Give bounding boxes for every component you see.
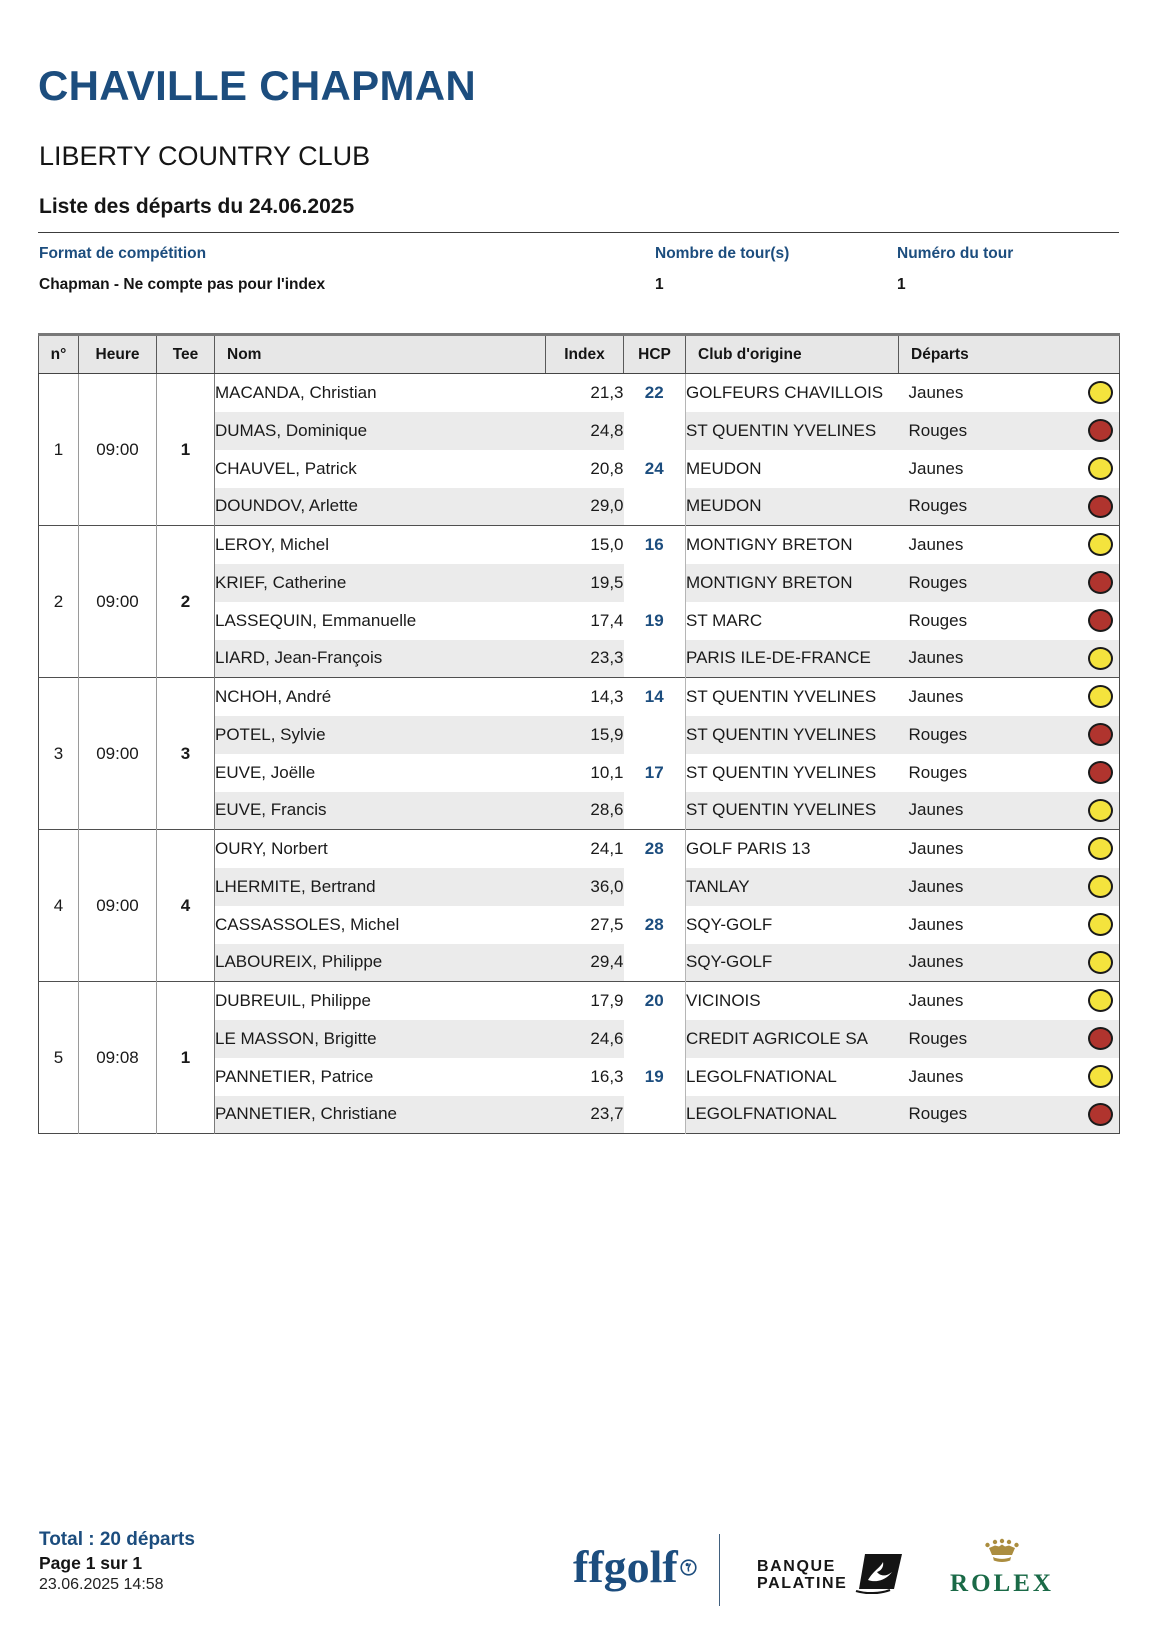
player-club-cell: MONTIGNY BRETON [686,564,899,602]
banque-palatine-line1: BANQUE [757,1557,836,1575]
table-header-row [39,335,1120,374]
player-hcp-cell: 24 [624,450,686,488]
player-club-cell: TANLAY [686,868,899,906]
format-value: Chapman - Ne compte pas pour l'index [39,276,326,293]
player-hcp-cell [624,868,686,906]
departs-label: Jaunes [908,382,964,402]
tee-color-icon [1088,1103,1113,1126]
player-index-cell: 19,5 [546,564,624,602]
player-name-cell: CASSASSOLES, Michel [215,914,400,934]
table-header [39,335,1120,374]
group-time-cell: 09:00 [79,830,157,982]
departs-wrap [899,533,1120,556]
player-departs-cell [899,374,1120,412]
departs-label: Rouges [908,610,968,630]
player-hcp-cell [624,488,686,526]
departs-wrap [899,1103,1120,1126]
departs-label: Rouges [908,762,968,782]
departs-wrap [899,1027,1120,1050]
player-club-cell: VICINOIS [686,982,899,1020]
player-hcp-cell [624,412,686,450]
col-header-name: Nom [215,335,546,374]
player-index-cell: 17,9 [546,982,624,1020]
group-time-cell: 09:00 [79,678,157,830]
footer-logo-divider [719,1534,720,1606]
player-hcp-cell: 19 [624,1058,686,1096]
player-club-cell: MONTIGNY BRETON [686,526,899,564]
player-hcp-cell [624,1020,686,1058]
player-row [39,374,1120,412]
group-number-cell: 5 [39,982,79,1134]
tee-color-icon [1088,457,1113,480]
departs-wrap [899,761,1120,784]
departs-label: Jaunes [908,534,964,554]
player-departs-cell [899,1020,1120,1058]
departs-wrap [899,381,1120,404]
group-time-cell: 09:00 [79,526,157,678]
player-club-cell: SQY-GOLF [686,914,773,934]
departs-label: Rouges [908,572,968,592]
tee-color-icon [1088,495,1113,518]
player-hcp-cell: 28 [624,830,686,868]
departs-wrap [899,495,1120,518]
player-hcp-cell [624,564,686,602]
departs-label: Jaunes [908,686,964,706]
player-name-cell: LHERMITE, Bertrand [215,868,546,906]
group-number-cell: 3 [39,678,79,830]
departs-label: Jaunes [908,648,964,668]
player-departs-cell [899,526,1120,564]
player-index-cell: 24,6 [546,1020,624,1058]
departs-label: Rouges [908,1028,968,1048]
departs-label: Jaunes [908,838,964,858]
player-club-cell: ST QUENTIN YVELINES [686,678,899,716]
departs-label: Jaunes [908,990,964,1010]
start-list-table [38,333,1120,1134]
departs-label: Jaunes [908,800,964,820]
player-club-cell: CREDIT AGRICOLE SA [686,1020,899,1058]
player-index-cell: 29,4 [546,944,624,982]
tee-color-icon [1088,381,1113,404]
tee-color-icon [1088,533,1113,556]
departs-label: Jaunes [908,458,964,478]
player-name-cell: LASSEQUIN, Emmanuelle [215,610,417,630]
departs-label: Rouges [908,724,968,744]
player-hcp-cell [624,640,686,678]
departs-wrap [899,799,1120,822]
player-index-cell: 15,0 [546,526,624,564]
player-hcp-cell [624,792,686,830]
banque-palatine-line2: PALATINE [757,1574,848,1592]
departs-wrap [899,571,1120,594]
player-departs-cell [899,564,1120,602]
player-hcp-cell [624,1096,686,1134]
player-index-cell: 20,8 [590,458,624,478]
player-name-cell: MACANDA, Christian [215,374,546,412]
format-label: Format de compétition [39,245,207,262]
round-number-label: Numéro du tour [897,245,1014,262]
player-club-cell: ST QUENTIN YVELINES [686,716,899,754]
tee-color-icon [1088,647,1113,670]
departs-label: Jaunes [908,876,964,896]
tee-color-icon [1088,989,1113,1012]
departs-wrap [899,913,1120,936]
player-hcp-cell: 22 [624,374,686,412]
banque-palatine-logo [757,1552,904,1599]
player-club-cell: LEGOLFNATIONAL [686,1096,899,1134]
player-departs-cell [899,488,1120,526]
player-hcp-cell: 19 [624,602,686,640]
tee-color-icon [1088,609,1113,632]
start-list-body [39,374,1120,1134]
player-index-cell: 36,0 [546,868,624,906]
player-name-cell: LIARD, Jean-François [215,640,546,678]
col-header-time: Heure [79,335,157,374]
player-name-cell: NCHOH, André [215,678,546,716]
tee-color-icon [1088,1027,1113,1050]
player-hcp-cell: 28 [624,906,686,944]
group-number-cell: 1 [39,374,79,526]
player-hcp-cell: 14 [624,678,686,716]
player-index-cell: 28,6 [546,792,624,830]
player-index-cell: 23,7 [546,1096,624,1134]
player-club-cell: PARIS ILE-DE-FRANCE [686,640,899,678]
player-name-cell: KRIEF, Catherine [215,564,546,602]
group-number-cell: 2 [39,526,79,678]
player-name-cell: POTEL, Sylvie [215,716,546,754]
banque-palatine-text [757,1559,847,1593]
tee-color-icon [1088,685,1113,708]
player-name-cell: PANNETIER, Patrice [215,1066,374,1086]
player-departs-cell [899,754,1120,792]
player-row [39,678,1120,716]
group-tee-cell: 3 [157,678,215,830]
tee-color-icon [1088,761,1113,784]
player-name-cell: EUVE, Joëlle [215,762,316,782]
departs-wrap [899,609,1120,632]
player-club-cell: ST QUENTIN YVELINES [686,762,877,782]
player-club-cell: LEGOLFNATIONAL [686,1066,837,1086]
player-club-cell: ST MARC [686,610,763,630]
col-header-num: n° [39,335,79,374]
departs-wrap [899,647,1120,670]
departs-wrap [899,837,1120,860]
player-index-cell: 17,4 [590,610,624,630]
player-name-cell: LABOUREIX, Philippe [215,944,546,982]
departs-wrap [899,457,1120,480]
tee-color-icon [1088,951,1113,974]
ffgolf-registered-mark-icon [680,1538,697,1584]
player-index-cell: 14,3 [546,678,624,716]
tee-color-icon [1088,799,1113,822]
player-index-cell: 21,3 [546,374,624,412]
player-hcp-cell [624,944,686,982]
player-departs-cell [899,602,1120,640]
player-name-cell: DUBREUIL, Philippe [215,982,546,1020]
player-departs-cell [899,944,1120,982]
player-index-cell: 27,5 [590,914,624,934]
player-departs-cell [899,792,1120,830]
player-departs-cell [899,830,1120,868]
tee-color-icon [1088,913,1113,936]
group-time-cell: 09:08 [79,982,157,1134]
tee-color-icon [1088,1065,1113,1088]
departs-wrap [899,419,1120,442]
player-departs-cell [899,868,1120,906]
player-departs-cell [899,1096,1120,1134]
departs-label: Jaunes [908,1066,964,1086]
departs-wrap [899,951,1120,974]
player-club-cell: SQY-GOLF [686,944,899,982]
col-header-index: Index [546,335,624,374]
col-header-tee: Tee [157,335,215,374]
header-divider [38,232,1119,233]
player-departs-cell [899,982,1120,1020]
rounds-label: Nombre de tour(s) [655,245,790,262]
player-departs-cell [899,412,1120,450]
club-name: LIBERTY COUNTRY CLUB [39,141,371,171]
ffgolf-logo-text: ffgolf [573,1541,678,1592]
player-name-cell: LE MASSON, Brigitte [215,1020,546,1058]
player-index-cell: 24,8 [546,412,624,450]
player-row [39,830,1120,868]
player-hcp-cell [624,716,686,754]
player-club-cell: GOLF PARIS 13 [686,830,899,868]
departs-label: Jaunes [908,914,964,934]
player-name-cell: LEROY, Michel [215,526,546,564]
banque-palatine-flag-icon [850,1550,904,1599]
player-club-cell: MEUDON [686,488,899,526]
rolex-crown-icon [944,1538,1060,1567]
col-header-departs: Départs [899,335,1120,374]
player-departs-cell [899,678,1120,716]
page-indicator: Page 1 sur 1 [39,1553,143,1573]
player-row [39,526,1120,564]
group-time-cell: 09:00 [79,374,157,526]
round-number-value: 1 [897,276,906,293]
ffgolf-logo [573,1541,697,1592]
player-name-cell: PANNETIER, Christiane [215,1096,546,1134]
departs-wrap [899,875,1120,898]
departs-wrap [899,685,1120,708]
tee-color-icon [1088,419,1113,442]
departs-wrap [899,723,1120,746]
list-title: Liste des départs du 24.06.2025 [39,195,355,218]
departs-label: Rouges [908,1104,968,1124]
player-club-cell: ST QUENTIN YVELINES [686,412,899,450]
player-index-cell: 16,3 [590,1066,624,1086]
group-tee-cell: 4 [157,830,215,982]
player-index-cell: 24,1 [546,830,624,868]
player-name-cell: DOUNDOV, Arlette [215,488,546,526]
tee-color-icon [1088,571,1113,594]
col-header-club: Club d'origine [686,335,899,374]
player-index-cell: 23,3 [546,640,624,678]
page-title: CHAVILLE CHAPMAN [38,62,477,109]
player-row [39,982,1120,1020]
player-departs-cell [899,906,1120,944]
player-name-cell: CHAUVEL, Patrick [215,458,357,478]
player-club-cell: ST QUENTIN YVELINES [686,792,899,830]
departs-label: Jaunes [908,952,964,972]
player-index-cell: 10,1 [590,762,624,782]
group-number-cell: 4 [39,830,79,982]
rolex-logo-text: ROLEX [950,1570,1054,1597]
player-index-cell: 29,0 [546,488,624,526]
player-departs-cell [899,640,1120,678]
departs-wrap [899,989,1120,1012]
player-departs-cell [899,450,1120,488]
player-index-cell: 15,9 [546,716,624,754]
print-datetime: 23.06.2025 14:58 [39,1576,164,1593]
player-name-cell: DUMAS, Dominique [215,412,546,450]
tee-color-icon [1088,837,1113,860]
rounds-value: 1 [655,276,664,293]
player-departs-cell [899,716,1120,754]
rolex-logo [944,1538,1060,1598]
tee-color-icon [1088,723,1113,746]
player-hcp-cell: 16 [624,526,686,564]
player-hcp-cell: 17 [624,754,686,792]
departs-label: Rouges [908,496,968,516]
player-club-cell: GOLFEURS CHAVILLOIS [686,374,899,412]
tee-color-icon [1088,875,1113,898]
player-name-cell: EUVE, Francis [215,792,546,830]
total-departs: Total : 20 départs [39,1529,195,1550]
group-tee-cell: 2 [157,526,215,678]
player-club-cell: MEUDON [686,458,762,478]
player-hcp-cell: 20 [624,982,686,1020]
player-departs-cell [899,1058,1120,1096]
col-header-hcp: HCP [624,335,686,374]
group-tee-cell: 1 [157,374,215,526]
departs-label: Rouges [908,420,968,440]
player-name-cell: OURY, Norbert [215,830,546,868]
group-tee-cell: 1 [157,982,215,1134]
departs-wrap [899,1065,1120,1088]
